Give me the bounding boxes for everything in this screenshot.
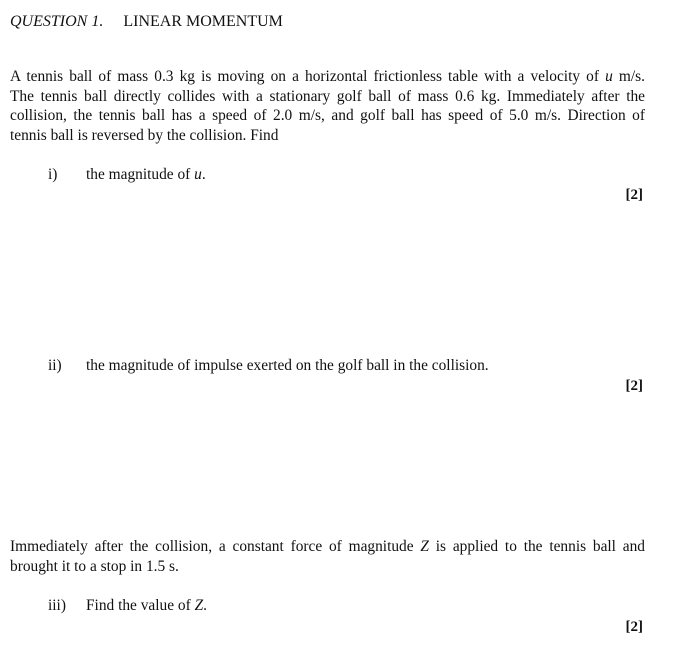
intro-line-3: collision, the tennis ball has a speed of 2.0 m/s, and golf ball has speed of 5.0 m/s. Direction of — [10, 107, 645, 124]
part-i-number: i) — [48, 166, 58, 183]
question-number: QUESTION 1. — [10, 13, 104, 30]
part-i — [48, 166, 648, 186]
part-iii — [48, 597, 648, 617]
part-i-text: the magnitude of u. — [86, 166, 206, 183]
part-ii-number: ii) — [48, 357, 62, 374]
intro-line-4: tennis ball is reversed by the collision. Find — [10, 126, 279, 144]
followup-paragraph — [10, 537, 645, 576]
part-iii-marks: [2] — [625, 619, 643, 635]
intro-line-2: The tennis ball directly collides with a stationary golf ball of mass 0.6 kg. Immediately after the — [10, 87, 645, 105]
question-topic: LINEAR MOMENTUM — [123, 13, 283, 30]
intro-line-1: A tennis ball of mass 0.3 kg is moving on a horizontal frictionless table with a velocity of u m/s. — [10, 68, 645, 85]
question-heading — [10, 13, 283, 31]
part-ii — [48, 357, 648, 377]
part-ii-text: the magnitude of impulse exerted on the golf ball in the collision. — [86, 357, 489, 374]
part-i-marks: [2] — [625, 187, 643, 203]
intro-paragraph — [10, 67, 645, 145]
part-ii-marks: [2] — [625, 378, 643, 394]
part-iii-text: Find the value of Z. — [86, 597, 207, 614]
followup-line-2: brought it to a stop in 1.5 s. — [10, 557, 179, 575]
part-iii-number: iii) — [48, 597, 66, 614]
followup-line-1: Immediately after the collision, a constant force of magnitude Z is applied to the tennis ball and — [10, 538, 645, 555]
